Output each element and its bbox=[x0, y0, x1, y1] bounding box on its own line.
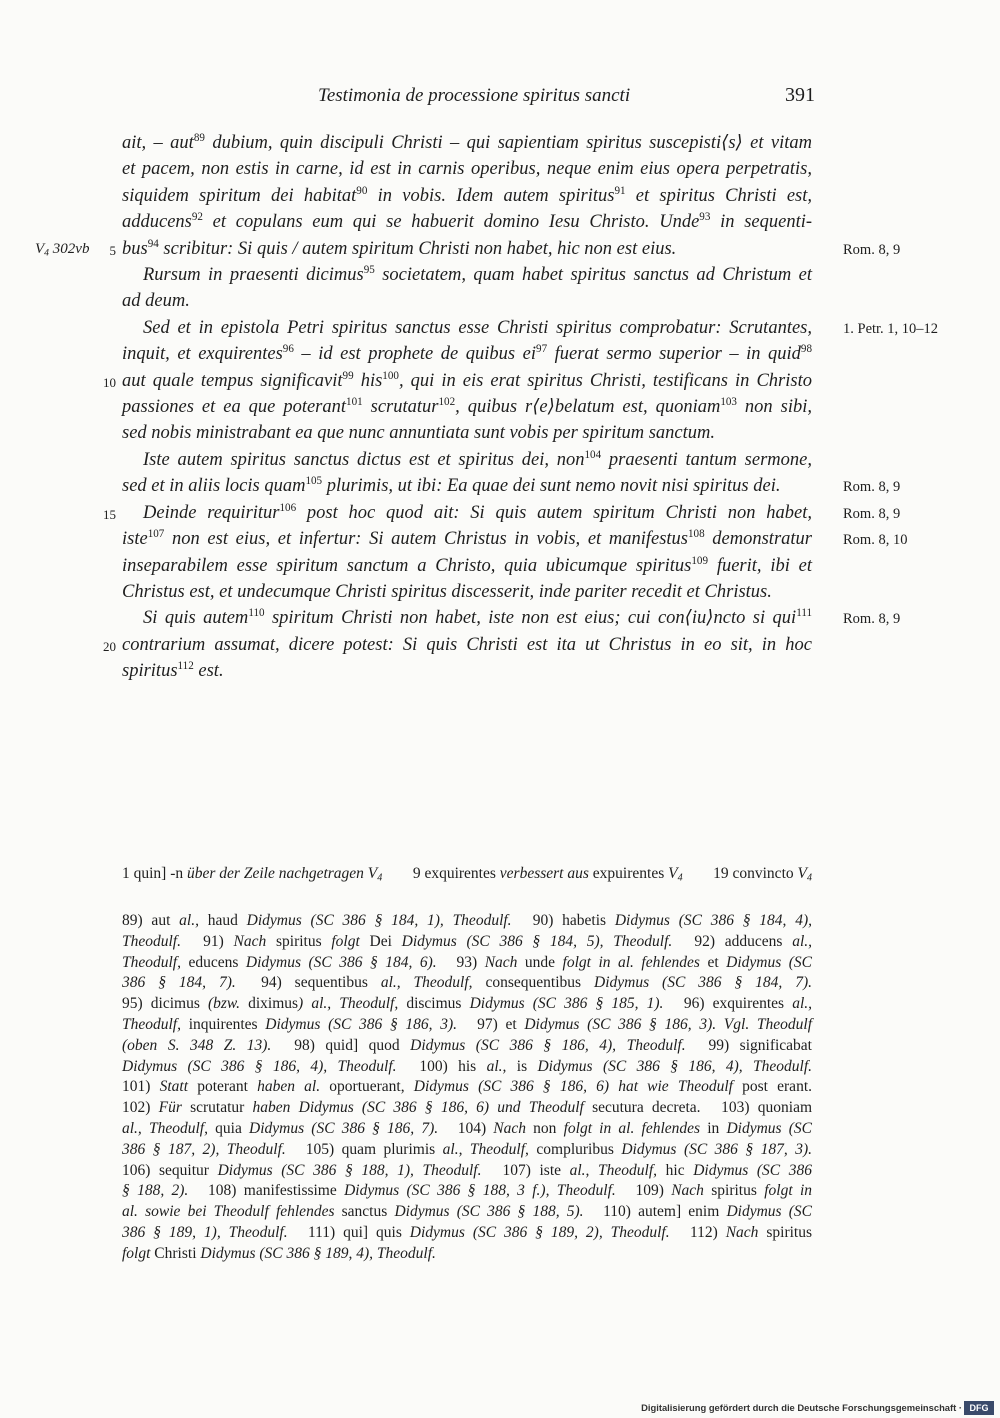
text-line bbox=[122, 394, 812, 420]
roman-text: 93) bbox=[456, 953, 485, 971]
italic-text: Didymus (SC bbox=[726, 1119, 812, 1137]
footnote-marker: 94 bbox=[147, 237, 159, 250]
footnote-marker: 95 bbox=[363, 264, 375, 277]
roman-text: 97) et bbox=[477, 1015, 525, 1033]
footnote-line bbox=[122, 1202, 812, 1223]
footnote-line bbox=[122, 1161, 812, 1182]
text-line bbox=[122, 315, 939, 341]
footnote-marker: 102 bbox=[438, 396, 456, 409]
footnote-entry bbox=[294, 1037, 685, 1054]
italic-text: al., Theodulf, bbox=[122, 1119, 216, 1137]
roman-text: 112) bbox=[689, 1223, 726, 1241]
roman-text: 111) qui] quis bbox=[307, 1223, 410, 1241]
subscript: 4 bbox=[44, 247, 50, 259]
text-line bbox=[122, 605, 901, 631]
roman-text: 104) bbox=[457, 1119, 494, 1137]
paragraph bbox=[103, 605, 901, 684]
footnote-marker: 90 bbox=[356, 184, 368, 197]
footnote-entry bbox=[457, 954, 812, 971]
footnote-marker: 104 bbox=[584, 449, 602, 461]
roman-text: poterant bbox=[197, 1078, 258, 1096]
text-run: societatem, quam habet spiritus sanctus ad Christum et bbox=[374, 265, 813, 286]
footnote-line bbox=[122, 1140, 812, 1161]
text-run: spiritum Christi non habet, iste non est eius; cui con⟨iu⟩ncto si qui bbox=[264, 608, 797, 629]
roman-text: consequentibus bbox=[485, 974, 595, 992]
italic-text: Didymus (SC 386 § 188, 1), Theodulf. bbox=[217, 1161, 482, 1179]
footnote-line bbox=[122, 1036, 812, 1057]
roman-text: 1 quin] -n bbox=[122, 865, 188, 882]
footnote-marker: 92 bbox=[191, 211, 203, 224]
italic-text: Nach bbox=[725, 1223, 767, 1241]
footnote-entry bbox=[122, 1182, 188, 1199]
paragraph bbox=[122, 447, 901, 500]
text-line bbox=[122, 262, 812, 288]
footnote-line bbox=[122, 1181, 812, 1202]
footnote-entry bbox=[533, 912, 812, 929]
text-run: Sed et in epistola Petri spiritus sanctus esse Christi spiritus comprobatur: Scrutantes, bbox=[143, 317, 812, 338]
italic-text: verbessert aus bbox=[499, 865, 593, 882]
footnote-marker: 111 bbox=[796, 607, 813, 620]
footnote-entry bbox=[122, 1037, 271, 1054]
text-run: his bbox=[353, 370, 383, 391]
footnote-entry bbox=[122, 1120, 438, 1137]
roman-text: 92) adducens bbox=[694, 932, 793, 950]
footnote-entry bbox=[122, 1099, 701, 1116]
roman-text: oportuerant, bbox=[329, 1078, 414, 1096]
italic-text: 386 § 189, 1), Theodulf. bbox=[122, 1223, 288, 1241]
text-run: et pacem, non estis in carne, id est in carnis operibus, neque enim eius opera perpetratis, bbox=[122, 159, 812, 180]
apparatus-entry bbox=[713, 864, 812, 884]
roman-text: 90) habetis bbox=[532, 912, 615, 929]
roman-text: 107) iste bbox=[502, 1161, 570, 1179]
text-run: contrarium assumat, dicere potest: Si quis Christi est ita ut Christus in eo sit, in hoc bbox=[122, 634, 812, 655]
italic-text: Didymus (SC 386 § 186, 3). bbox=[265, 1015, 458, 1033]
main-text bbox=[35, 130, 939, 685]
footnote-entry bbox=[684, 995, 812, 1012]
footnote-line bbox=[122, 1119, 812, 1140]
text-line bbox=[122, 553, 812, 579]
italic-text: haben Didymus (SC 386 § 186, 6) und Theodulf bbox=[252, 1099, 593, 1117]
footnote-marker: 103 bbox=[720, 396, 737, 409]
footnote-entry bbox=[122, 1162, 481, 1179]
text-run: iste bbox=[122, 529, 148, 550]
italic-text: Didymus (SC 386 § 184, 1), Theodulf. bbox=[246, 912, 512, 929]
italic-text: 386 § 187, 2), Theodulf. bbox=[122, 1140, 286, 1158]
footnote-line bbox=[122, 932, 812, 953]
text-run: scrutatur bbox=[362, 397, 439, 418]
footnote-marker: 91 bbox=[614, 184, 626, 197]
roman-text: 9 exquirentes bbox=[412, 865, 500, 882]
text-run: et copulans eum qui se habuerit domino Iesu Christo. Unde bbox=[202, 212, 700, 233]
roman-text: 105) quam plurimis bbox=[305, 1140, 443, 1158]
footnote-line bbox=[122, 994, 812, 1015]
scripture-reference: Rom. 8, 9 bbox=[843, 479, 901, 496]
roman-text: 94) sequentibus bbox=[261, 974, 381, 992]
footnote-entry bbox=[122, 1224, 288, 1241]
text-run: aut quale tempus significavit bbox=[122, 370, 343, 391]
roman-text: diximus bbox=[248, 995, 299, 1013]
italic-text: V bbox=[668, 865, 678, 882]
text-line bbox=[122, 579, 812, 605]
scripture-reference: Rom. 8, 10 bbox=[843, 532, 908, 549]
roman-text: inquirentes bbox=[188, 1015, 266, 1033]
footnote-line bbox=[122, 973, 812, 994]
text-run: praesenti tantum sermone, bbox=[601, 449, 812, 470]
text-line bbox=[103, 500, 901, 526]
roman-text: in bbox=[707, 1119, 727, 1137]
footnote-marker: 98 bbox=[800, 343, 813, 356]
subscript: 4 bbox=[806, 872, 812, 884]
text-run: post hoc quod ait: Si quis autem spiritum Christi non habet, bbox=[296, 502, 812, 523]
footnote-entry bbox=[122, 1058, 397, 1075]
footnote-marker: 109 bbox=[691, 554, 709, 567]
paragraph bbox=[103, 500, 908, 606]
footnote-marker: 101 bbox=[346, 396, 363, 409]
italic-text: Theodulf, bbox=[122, 1015, 189, 1033]
roman-text: quia bbox=[215, 1119, 249, 1137]
italic-text: Didymus (SC 386 § 186, 7). bbox=[249, 1119, 439, 1137]
roman-text: 91) bbox=[203, 932, 234, 950]
footnote-entry bbox=[306, 1141, 812, 1158]
text-line bbox=[122, 341, 812, 367]
footnote-marker: 100 bbox=[382, 369, 399, 382]
text-run: non est eius, et infertur: Si autem Christus in vobis, et manifestus bbox=[164, 529, 688, 550]
footnote-entry bbox=[122, 954, 437, 971]
italic-text: folgt bbox=[331, 932, 370, 950]
line-number: 5 bbox=[109, 242, 116, 258]
source-footnotes bbox=[122, 911, 812, 1265]
roman-text: 98) quid] quod bbox=[294, 1036, 411, 1054]
text-run: dubium, quin discipuli Christi – qui sapientiam spiritus suscepisti⟨s⟩ et vitam bbox=[204, 133, 812, 153]
italic-text: al., Theodulf, bbox=[442, 1140, 537, 1158]
footnote-marker: 89 bbox=[193, 132, 205, 145]
footnote-entry bbox=[694, 933, 812, 950]
footnote-entry bbox=[603, 1203, 812, 1220]
text-run: et spiritus Christi est, bbox=[625, 185, 813, 206]
running-title: Testimonia de processione spiritus sancti bbox=[318, 85, 631, 106]
italic-text: (oben S. 348 Z. 13). bbox=[122, 1036, 272, 1054]
roman-text: 19 convincto bbox=[713, 865, 798, 882]
paragraph bbox=[35, 130, 901, 262]
roman-text: educens bbox=[188, 953, 246, 971]
text-run: inseparabilem esse spiritum sanctum a Christo, quia ubicumque spiritus bbox=[122, 555, 692, 576]
roman-text: 95) dicimus bbox=[122, 995, 208, 1013]
italic-text: al., Theodulf, bbox=[569, 1161, 666, 1179]
footnote-line bbox=[122, 1077, 812, 1098]
text-run: 302vb bbox=[49, 240, 90, 257]
footnote-entry bbox=[122, 933, 181, 950]
paragraph bbox=[103, 315, 939, 447]
scripture-reference: Rom. 8, 9 bbox=[843, 611, 901, 628]
roman-text: Dei bbox=[369, 932, 402, 950]
text-line bbox=[122, 420, 812, 446]
footnote-entry bbox=[122, 995, 663, 1012]
roman-text: non bbox=[533, 1119, 564, 1137]
text-line bbox=[122, 526, 908, 552]
roman-text: discimus bbox=[406, 995, 470, 1013]
italic-text: Nach bbox=[493, 1119, 534, 1137]
footnote-line bbox=[122, 1015, 812, 1036]
text-line bbox=[122, 288, 812, 314]
roman-text: spiritus bbox=[275, 932, 332, 950]
page-number: 391 bbox=[785, 84, 815, 106]
text-run: bus bbox=[122, 238, 148, 259]
subscript: 4 bbox=[377, 872, 383, 884]
footnote-entry bbox=[709, 1037, 813, 1054]
footnote-entry bbox=[721, 1099, 812, 1116]
text-run: scribitur: Si quis / autem spiritum Christi non habet, hic non est eius. bbox=[158, 238, 677, 259]
roman-text: haud bbox=[207, 912, 247, 929]
footnote-marker: 107 bbox=[147, 528, 165, 541]
footnote-entry bbox=[122, 912, 512, 929]
footnote-marker: 99 bbox=[342, 369, 354, 382]
footnote-marker: 97 bbox=[536, 343, 548, 356]
text-run: sed nobis ministrabant ea que nunc annuntiata sunt vobis per spiritum sanctum. bbox=[122, 423, 716, 444]
footnote-entry bbox=[203, 933, 672, 950]
italic-text: al., bbox=[792, 995, 813, 1013]
italic-text: Didymus (SC 386 § 186, 6) hat wie Theodulf bbox=[413, 1078, 743, 1096]
footnote-entry bbox=[122, 974, 236, 991]
roman-text: sanctus bbox=[341, 1203, 395, 1221]
italic-text: Didymus (SC 386 § 186, 4), Theodulf. bbox=[537, 1057, 813, 1075]
italic-text: Statt bbox=[159, 1078, 198, 1096]
italic-text: Didymus (SC 386 § 184, 6). bbox=[245, 953, 437, 971]
text-run: ait, – aut bbox=[122, 133, 194, 153]
footnote-entry bbox=[122, 1016, 457, 1033]
roman-text: 106) sequitur bbox=[122, 1161, 218, 1179]
footnote-line bbox=[122, 911, 812, 932]
italic-text: Didymus (SC 386 bbox=[693, 1161, 813, 1179]
text-line bbox=[122, 473, 901, 499]
roman-text: et bbox=[707, 953, 727, 971]
footnote-line bbox=[122, 953, 812, 974]
text-run: adducens bbox=[122, 212, 192, 233]
roman-text: 99) significabat bbox=[708, 1036, 812, 1054]
italic-text: haben al. bbox=[257, 1078, 330, 1096]
text-line bbox=[122, 183, 812, 209]
italic-text: folgt in al. fehlendes bbox=[563, 1119, 708, 1137]
italic-text: Didymus (SC 386 § 187, 3). bbox=[621, 1140, 812, 1158]
roman-text: post erant. bbox=[742, 1078, 812, 1096]
roman-text: 89) aut bbox=[122, 912, 180, 929]
italic-text: Nach bbox=[484, 953, 525, 971]
text-run: Si quis autem bbox=[143, 608, 249, 629]
footnote-entry bbox=[261, 974, 812, 991]
footnote-entry bbox=[308, 1224, 670, 1241]
roman-text: compluribus bbox=[536, 1140, 622, 1158]
roman-text: hic bbox=[665, 1161, 694, 1179]
text-run: ad deum. bbox=[122, 291, 190, 312]
footnote-entry bbox=[635, 1182, 812, 1199]
text-run: , qui in eis erat spiritus Christi, testificans in Christo bbox=[398, 370, 812, 391]
footnote-entry bbox=[208, 1182, 616, 1199]
italic-text: Didymus (SC 386 § 184, 5), Theodulf. bbox=[401, 932, 673, 950]
footnote-entry bbox=[419, 1058, 812, 1075]
line-number: 10 bbox=[103, 374, 116, 390]
footnote-entry bbox=[477, 1016, 812, 1033]
text-line bbox=[122, 209, 812, 235]
footnote-marker: 105 bbox=[305, 475, 323, 488]
italic-text: Didymus (SC 386 § 184, 7). bbox=[594, 974, 812, 992]
apparatus-entry bbox=[122, 864, 382, 884]
roman-text: scrutatur bbox=[190, 1099, 253, 1117]
roman-text: spiritus bbox=[766, 1223, 813, 1241]
italic-text: ) al., Theodulf, bbox=[298, 995, 407, 1013]
footnote-entry bbox=[502, 1162, 812, 1179]
italic-text: Didymus (SC bbox=[726, 953, 812, 971]
text-line bbox=[35, 236, 901, 262]
text-line bbox=[122, 156, 812, 182]
text-run: fuerit, ibi et bbox=[708, 555, 812, 576]
italic-text: § 188, 2). bbox=[122, 1182, 189, 1200]
roman-text: 103) quoniam bbox=[721, 1099, 813, 1117]
footnote-marker: 112 bbox=[177, 660, 194, 673]
italic-text: al., Theodulf, bbox=[380, 974, 486, 992]
paragraph bbox=[122, 262, 812, 315]
footnote-marker: 96 bbox=[282, 343, 294, 356]
footnote-line bbox=[122, 1057, 812, 1078]
scripture-reference: Rom. 8, 9 bbox=[843, 241, 901, 258]
footnote-marker: 110 bbox=[248, 607, 265, 620]
footnote-line bbox=[122, 1223, 812, 1244]
text-run: sed et in aliis locis quam bbox=[122, 476, 306, 497]
italic-text: Didymus (SC 386 § 184, 4), bbox=[614, 912, 812, 929]
text-run: Christus est, et undecumque Christi spiritus discesserit, inde pariter recedit et Christus. bbox=[122, 581, 772, 602]
subscript: 4 bbox=[677, 872, 683, 884]
text-run: fuerat sermo superior – in quid bbox=[547, 344, 801, 365]
italic-text: Nach bbox=[671, 1182, 712, 1200]
text-run: Deinde requiritur bbox=[143, 502, 280, 523]
roman-text: expuirentes bbox=[592, 865, 669, 882]
footnote-line bbox=[122, 1098, 812, 1119]
roman-text: 110) autem] enim bbox=[603, 1203, 727, 1221]
italic-text: Didymus (SC 386 § 185, 1). bbox=[469, 995, 664, 1013]
italic-text: folgt bbox=[122, 1244, 155, 1262]
line-number: 15 bbox=[103, 506, 116, 522]
footnote-entry bbox=[690, 1224, 812, 1241]
funding-note: Digitalisierung gefördert durch die Deutsche Forschungsgemeinschaft · bbox=[641, 1402, 962, 1413]
italic-text: Didymus (SC bbox=[726, 1203, 812, 1221]
text-run: in vobis. Idem autem spiritus bbox=[367, 185, 615, 206]
text-run: est. bbox=[193, 661, 224, 682]
text-line bbox=[122, 658, 812, 684]
italic-text: folgt in al. fehlendes bbox=[562, 953, 708, 971]
text-line bbox=[122, 447, 812, 473]
text-run: siquidem spiritum dei habitat bbox=[122, 185, 357, 206]
text-run: – id est prophete de quibus ei bbox=[293, 344, 537, 365]
roman-text: 96) exquirentes bbox=[683, 995, 793, 1013]
line-number: 20 bbox=[103, 638, 116, 654]
scripture-reference: Rom. 8, 9 bbox=[843, 505, 901, 522]
italic-text: 386 § 184, 7). bbox=[122, 974, 236, 992]
footnote-marker: 93 bbox=[699, 211, 711, 224]
italic-text: al., bbox=[792, 932, 812, 950]
roman-text: 100) his bbox=[419, 1057, 487, 1075]
roman-text: 108) manifestissime bbox=[208, 1182, 345, 1200]
text-line bbox=[103, 632, 812, 658]
italic-text: Theodulf. bbox=[122, 932, 181, 950]
text-run: plurimis, ut ibi: Ea quae dei sunt nemo novit nisi spiritus dei. bbox=[322, 476, 781, 497]
italic-text: Didymus (SC 386 § 186, 4), Theodulf. bbox=[410, 1036, 686, 1054]
italic-text: Theodulf, bbox=[122, 953, 189, 971]
text-run: Rursum in praesenti dicimus bbox=[143, 265, 364, 286]
italic-text: V bbox=[797, 865, 807, 882]
italic-text: Für bbox=[158, 1099, 191, 1117]
footnote-marker: 106 bbox=[279, 501, 297, 514]
roman-text: is bbox=[516, 1057, 538, 1075]
roman-text: 101) bbox=[122, 1078, 160, 1096]
text-run: non sibi, bbox=[736, 397, 813, 418]
italic-text: Didymus (SC 386 § 186, 4), Theodulf. bbox=[122, 1057, 397, 1075]
manuscript-folio-note bbox=[35, 241, 89, 258]
italic-text: Nach bbox=[233, 932, 276, 950]
text-line bbox=[122, 130, 812, 156]
footnote-line bbox=[122, 1244, 812, 1265]
roman-text: spiritus bbox=[711, 1182, 765, 1200]
text-run: passiones et ea que poterant bbox=[122, 397, 347, 418]
text-run: spiritus bbox=[122, 661, 178, 682]
roman-text: 102) bbox=[122, 1099, 159, 1117]
text-run: , quibus r⟨e⟩belatum est, quoniam bbox=[455, 397, 721, 418]
text-run: in sequenti- bbox=[710, 212, 813, 233]
footnote-entry bbox=[122, 1245, 436, 1262]
footnote-marker: 108 bbox=[687, 528, 705, 541]
roman-text: Christi bbox=[154, 1244, 201, 1262]
footnote-entry bbox=[122, 1203, 584, 1220]
italic-text: (bzw. bbox=[207, 995, 249, 1013]
italic-text: über der Zeile nachgetragen V bbox=[187, 865, 378, 882]
roman-text: secutura decreta. bbox=[592, 1099, 701, 1117]
italic-text: al. sowie bei Theodulf fehlendes bbox=[122, 1203, 342, 1221]
text-run: V bbox=[35, 240, 45, 257]
text-run: inquit, et exquirentes bbox=[122, 344, 283, 365]
text-line bbox=[103, 368, 812, 394]
text-run: demonstratur bbox=[704, 529, 812, 550]
italic-text: al., bbox=[486, 1057, 517, 1075]
italic-text: Didymus (SC 386 § 189, 4), Theodulf. bbox=[200, 1244, 436, 1262]
italic-text: Didymus (SC 386 § 188, 3 f.), Theodulf. bbox=[344, 1182, 616, 1200]
critical-apparatus bbox=[122, 864, 812, 884]
footnote-entry bbox=[122, 1141, 286, 1158]
italic-text: Didymus (SC 386 § 186, 3). Vgl. Theodulf bbox=[524, 1015, 813, 1033]
apparatus-entry bbox=[413, 864, 683, 884]
italic-text: Didymus (SC 386 § 189, 2), Theodulf. bbox=[409, 1223, 670, 1241]
italic-text: al., bbox=[179, 912, 208, 929]
text-run: Iste autem spiritus sanctus dictus est et spiritus dei, non bbox=[143, 449, 585, 470]
footnote-entry bbox=[458, 1120, 812, 1137]
roman-text: unde bbox=[524, 953, 563, 971]
scripture-reference: 1. Petr. 1, 10–12 bbox=[843, 320, 939, 337]
roman-text: 109) bbox=[635, 1182, 672, 1200]
dfg-logo: DFG bbox=[964, 1401, 994, 1415]
italic-text: Didymus (SC 386 § 188, 5). bbox=[394, 1203, 584, 1221]
footnote-entry bbox=[122, 1078, 812, 1095]
italic-text: folgt in bbox=[764, 1182, 813, 1200]
